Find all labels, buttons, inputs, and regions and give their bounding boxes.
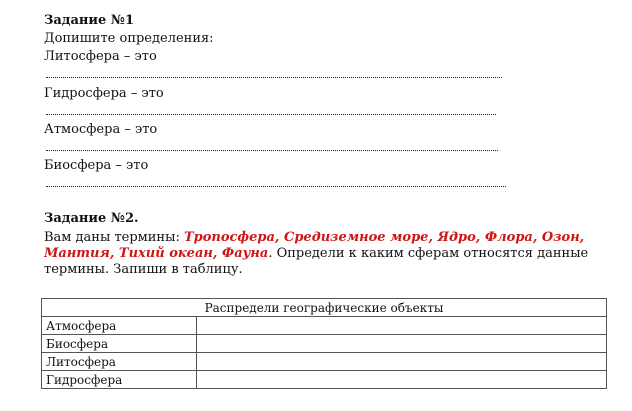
definition-term-hydrosphere: Гидросфера – это <box>44 86 164 101</box>
table-header: Распредели географические объекты <box>42 299 607 317</box>
table-row <box>42 317 607 335</box>
geo-objects-table <box>41 298 607 389</box>
answer-line-hydrosphere[interactable] <box>46 114 496 115</box>
definition-term-biosphere: Биосфера – это <box>44 158 149 173</box>
task1-instruction: Допишите определения: <box>44 31 214 46</box>
table-row <box>42 353 607 371</box>
task1-title: Задание №1 <box>44 13 135 28</box>
row-label-atmosphere: Атмосфера <box>42 317 197 335</box>
table-row <box>42 335 607 353</box>
row-cell-biosphere[interactable] <box>197 335 607 353</box>
answer-line-atmosphere[interactable] <box>46 150 498 151</box>
row-label-biosphere: Биосфера <box>42 335 197 353</box>
table-header-row <box>42 299 607 317</box>
answer-line-biosphere[interactable] <box>46 186 506 187</box>
task2-title: Задание №2. <box>44 211 139 226</box>
row-label-lithosphere: Литосфера <box>42 353 197 371</box>
definition-term-atmosphere: Атмосфера – это <box>44 122 158 137</box>
task2-intro: Вам даны термины: <box>44 230 184 245</box>
answer-line-lithosphere[interactable] <box>46 77 502 78</box>
row-cell-hydrosphere[interactable] <box>197 371 607 389</box>
definition-term-lithosphere: Литосфера – это <box>44 49 157 64</box>
table-row <box>42 371 607 389</box>
task2-terms: Тропосфера, Средиземное море, Ядро, Флора, Озон, Мантия, Тихий океан, Фауна <box>44 230 585 261</box>
row-cell-atmosphere[interactable] <box>197 317 607 335</box>
row-cell-lithosphere[interactable] <box>197 353 607 371</box>
row-label-hydrosphere: Гидросфера <box>42 371 197 389</box>
task2-text <box>44 230 604 278</box>
task2-instruction: . Определи к каким сферам относятся данные термины. Запиши в таблицу. <box>44 246 589 277</box>
